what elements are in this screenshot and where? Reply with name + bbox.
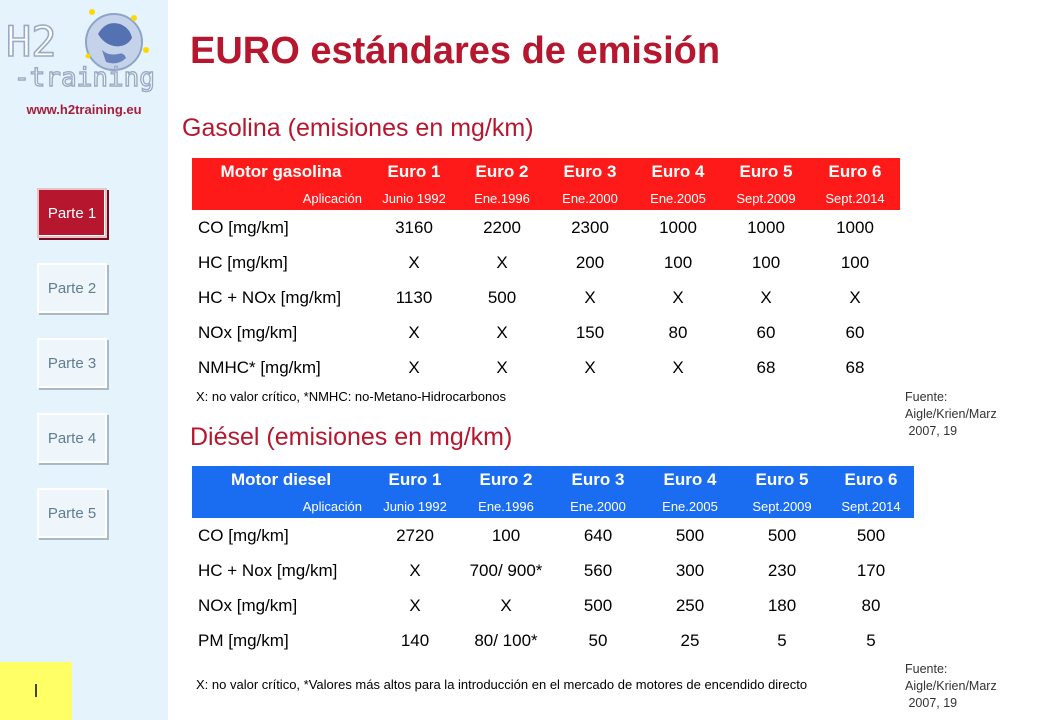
table-cell: Euro 2 [475,162,529,181]
website-url[interactable]: www.h2training.eu [26,102,142,117]
table-cell: Sept.2009 [752,498,812,514]
table-cell: 230 [767,560,797,580]
table-cell: Ene.1996 [478,498,534,514]
table-cell: Euro 1 [387,162,441,181]
row-label-cell: PM [mg/km] [198,630,289,650]
table-cell: 60 [845,322,865,342]
nav-parte-5[interactable]: Parte 5 [37,488,107,538]
table-cell: 500 [767,525,797,545]
table-cell: 100 [751,252,781,272]
row-label-cell: Aplicación [302,498,362,514]
table-cell: 500 [583,595,613,615]
table-cell: 300 [675,560,705,580]
diesel-emissions-table [192,466,914,658]
row-label-cell: HC [mg/km] [198,252,288,272]
table-cell: 140 [400,630,430,650]
nav-parte-2[interactable]: Parte 2 [37,263,107,313]
table-cell: 68 [756,357,776,377]
table-cell: 50 [588,630,608,650]
table-cell: 1000 [747,217,785,237]
table-cell: X [408,357,420,377]
table-cell: 640 [583,525,613,545]
table-header-row [192,158,900,186]
table-cell: X [496,322,508,342]
row-label-cell: HC + NOx [mg/km] [198,287,342,307]
table-cell: X [672,357,684,377]
table-cell: X [849,287,861,307]
table-cell: 1000 [836,217,874,237]
table-cell: Sept.2014 [841,498,901,514]
row-label-cell: NMHC* [mg/km] [198,357,321,377]
table-cell: 100 [840,252,870,272]
table-cell: Euro 2 [479,470,533,489]
table-cell: Euro 4 [663,470,717,489]
table-cell: 3160 [395,217,433,237]
table-cell: Junio 1992 [383,498,447,514]
table-row [192,623,914,658]
row-label-cell: CO [mg/km] [198,217,289,237]
row-label-cell: NOx [mg/km] [198,595,298,615]
table-cell: Euro 6 [828,162,882,181]
nav-parte-4[interactable]: Parte 4 [37,413,107,463]
table-cell: 2300 [571,217,609,237]
table-row [192,280,900,315]
table-cell: 2200 [483,217,521,237]
table-cell: 100 [663,252,693,272]
table-row [192,553,914,588]
table-cell: Sept.2009 [736,190,796,206]
gasoline-source: Fuente: Aigle/Krien/Marz 2007, 19 [905,390,997,438]
table-cell: Ene.2005 [662,498,718,514]
logo-training-text: -training [14,63,155,93]
table-cell: Euro 1 [388,470,442,489]
table-cell: 80 [668,322,688,342]
table-application-row [192,494,914,518]
table-cell: 2720 [396,525,434,545]
row-label-cell: NOx [mg/km] [198,322,298,342]
table-cell: X [500,595,512,615]
table-cell: 1000 [659,217,697,237]
table-row [192,350,900,385]
table-cell: X [496,357,508,377]
table-cell: Euro 5 [739,162,793,181]
row-label-cell: HC + Nox [mg/km] [198,560,338,580]
table-row [192,210,900,245]
table-cell: X [408,322,420,342]
table-header-row [192,466,914,494]
table-application-row [192,186,900,210]
table-cell: X [409,595,421,615]
table-cell: X [584,357,596,377]
table-cell: 150 [575,322,605,342]
diesel-footnote: X: no valor crítico, *Valores más altos para la introducción en el mercado de motores de encendido directo [196,677,808,692]
table-cell: 200 [575,252,605,272]
table-cell: 80 [861,595,881,615]
table-cell: Euro 3 [563,162,617,181]
table-cell: 250 [675,595,705,615]
table-cell: 68 [845,357,865,377]
table-cell: 170 [856,560,886,580]
table-cell: Ene.2000 [562,190,618,206]
diesel-source: Fuente: Aigle/Krien/Marz 2007, 19 [905,662,997,710]
table-cell: Euro 3 [571,470,625,489]
table-cell: 1130 [395,287,433,307]
table-cell: Ene.1996 [474,190,530,206]
table-cell: Euro 4 [651,162,705,181]
row-label-cell: Motor diesel [230,470,332,489]
table-row [192,245,900,280]
nav-parte-1[interactable]: Parte 1 [37,188,107,238]
h2training-logo [6,4,162,94]
table-cell: X [408,252,420,272]
table-cell: 500 [856,525,886,545]
table-cell: 5 [777,630,787,650]
table-cell: 500 [675,525,705,545]
logo-h2-text: H2 [6,17,57,66]
row-label-cell: Motor gasolina [220,162,342,181]
table-row [192,518,914,553]
table-cell: X [584,287,596,307]
table-cell: 700/ 900* [469,560,543,580]
table-row [192,588,914,623]
table-cell: 25 [680,630,700,650]
sidebar [0,0,168,720]
row-label-cell: CO [mg/km] [198,525,289,545]
gasoline-subtitle: Gasolina (emisiones en mg/km) [182,114,534,142]
table-cell: 5 [866,630,876,650]
table-cell: 180 [767,595,797,615]
page-badge: I [0,662,72,720]
table-cell: X [409,560,421,580]
table-cell: 80/ 100* [474,630,538,650]
table-row [192,315,900,350]
table-cell: Ene.2005 [650,190,706,206]
table-cell: 60 [756,322,776,342]
table-cell: Ene.2000 [570,498,626,514]
gasoline-emissions-table [192,158,900,385]
table-cell: 100 [491,525,521,545]
table-cell: X [760,287,772,307]
table-cell: 500 [487,287,517,307]
table-cell: 560 [583,560,613,580]
table-cell: Euro 5 [755,470,809,489]
table-cell: Euro 6 [844,470,898,489]
diesel-subtitle: Diésel (emisiones en mg/km) [190,423,513,451]
table-cell: Sept.2014 [825,190,885,206]
gasoline-footnote: X: no valor crítico, *NMHC: no-Metano-Hidrocarbonos [196,389,506,404]
table-cell: X [672,287,684,307]
table-cell: Junio 1992 [382,190,446,206]
row-label-cell: Aplicación [302,190,362,206]
table-cell: X [496,252,508,272]
page-title: EURO estándares de emisión [190,30,721,72]
nav-parte-3[interactable]: Parte 3 [37,338,107,388]
